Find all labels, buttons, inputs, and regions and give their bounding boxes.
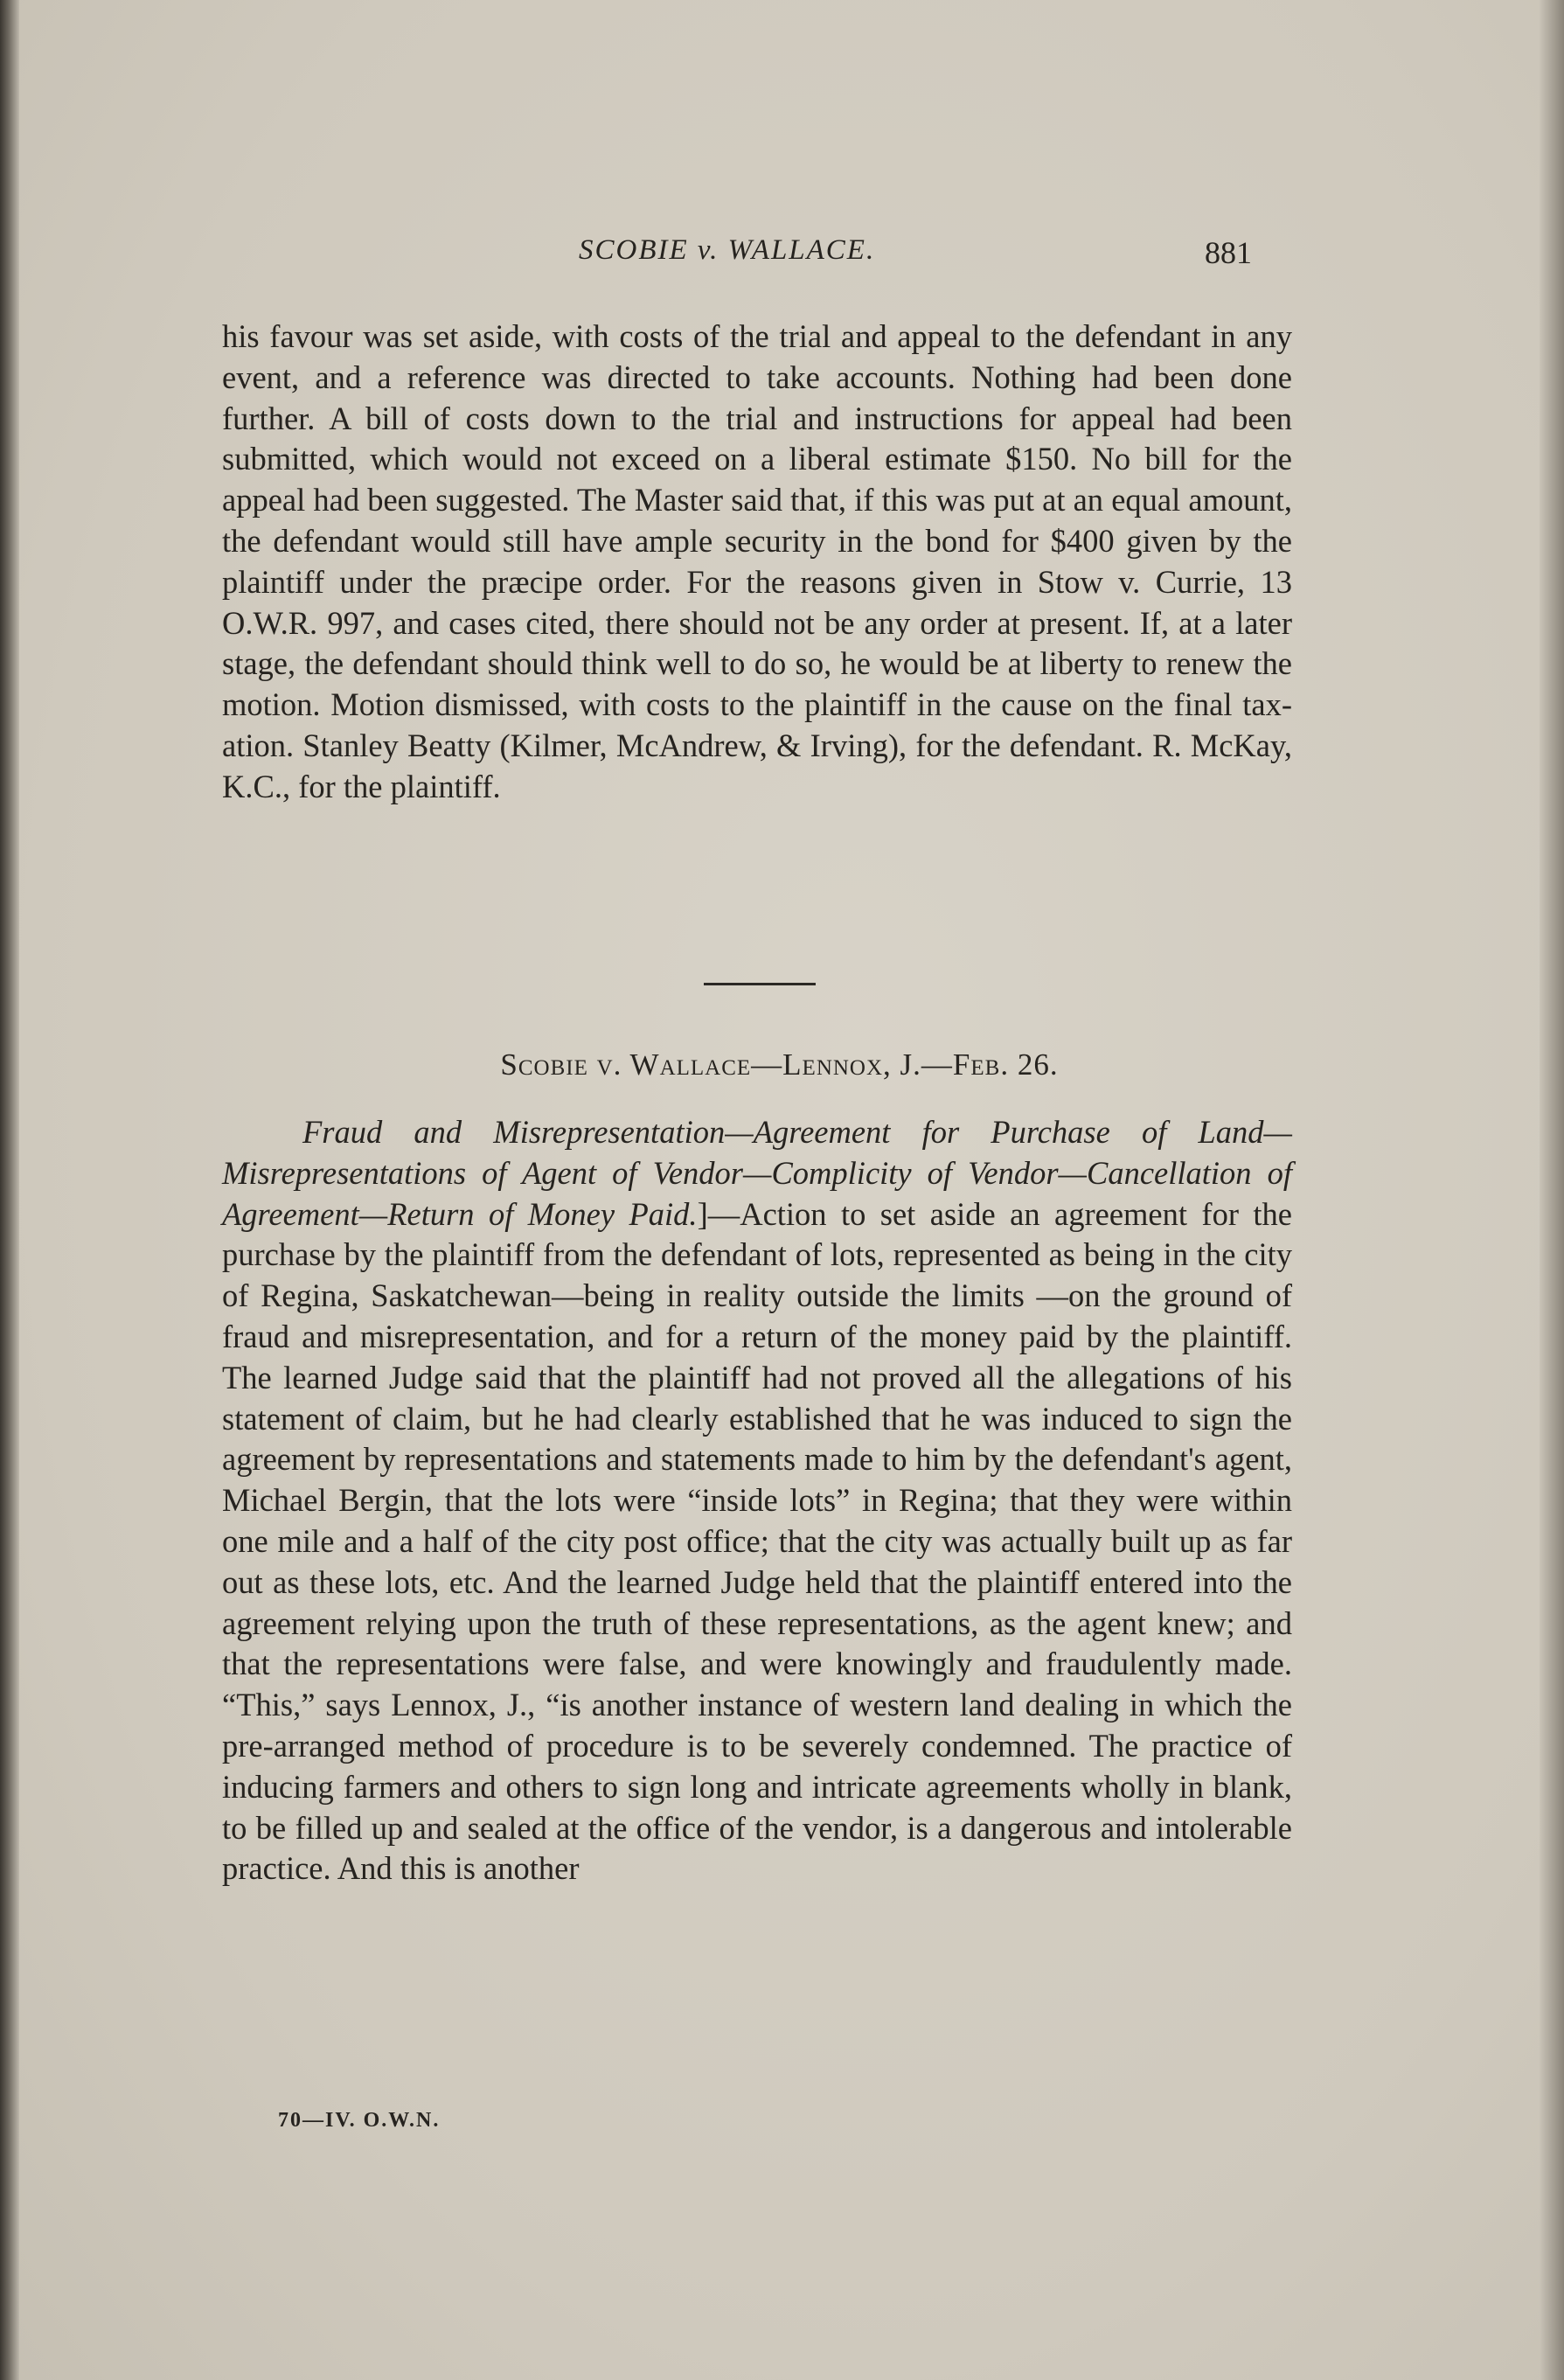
- running-head: [19, 234, 1540, 278]
- headnote-bracket: ]: [697, 1195, 708, 1232]
- case-paragraph: [222, 1112, 1292, 1889]
- section-divider: [704, 983, 816, 985]
- running-head-title: SCOBIE v. WALLACE.: [579, 234, 876, 266]
- case-headnote: Fraud and Misrepresentation—Agreement for Purchase of Land—Misrepresentations of Agent of Vendor—Complicity of Vendor—Cancellation of Agreement—Return of Money Paid.: [222, 1114, 1292, 1232]
- book-spine-edge: [0, 0, 19, 2380]
- page-number: 881: [1205, 235, 1252, 270]
- book-page: [19, 0, 1540, 2380]
- case-heading: Scobie v. Wallace—Lennox, J.—Feb. 26.: [500, 1047, 1059, 1082]
- case-body-text: —Action to set aside an agreement for the purchase by the plaintiff from the defendant of lots, represented as being in the city of Regina, Saskatchewan—being in reality outside the limits —on the ground of fraud and misrepresentation, and for a return of the money paid by the plaintiff. The learned Judge said that the plaintiff had not proved all the allegations of his statement of claim, but he had clearly established that he was induced to sign the agreement by representations and statements made to him by the defendant's agent, Michael Bergin, that the lots were “inside lots” in Regina; that they were within one mile and a half of the city post office; that the city was actually built up as far out as these lots, etc. And the learned Judge held that the plaintiff entered into the agreement relying upon the truth of these representations, as the agent knew; and that the representations were false, and were knowingly and fraudulently made. “This,” says Lennox, J., “is another instance of western land dealing in which the pre-arranged method of procedure is to be severely condemned. The practice of inducing farmers and others to sign long and intricate agreements wholly in blank, to be filled up and sealed at the office of the vendor, is a dangerous and intolerable practice. And this is another: [222, 1195, 1292, 1887]
- paragraph-continued: his favour was set aside, with costs of the trial and appeal to the defendant in any event, and a reference was directed to take accounts. Nothing had been done further. A bill of costs down to the trial and instructions for appeal had been submitted, which would not exceed on a liberal estimate $150. No bill for the appeal had been suggested. The Master said that, if this was put at an equal amount, the defendant would still have ample security in the bond for $400 given by the plaintiff under the præcipe order. For the reasons given in Stow v. Currie, 13 O.W.R. 997, and cases cited, there should not be any order at present. If, at a later stage, the defendant should think well to do so, he would be at liberty to renew the motion. Motion dismissed, with costs to the plaintiff in the cause on the final taxation. Stanley Beatty (Kilmer, McAndrew, & Irving), for the defendant. R. McKay, K.C., for the plaintiff.: [222, 318, 1292, 804]
- footer-signature: 70—IV. O.W.N.: [278, 2109, 441, 2132]
- page-edge: [1540, 0, 1564, 2380]
